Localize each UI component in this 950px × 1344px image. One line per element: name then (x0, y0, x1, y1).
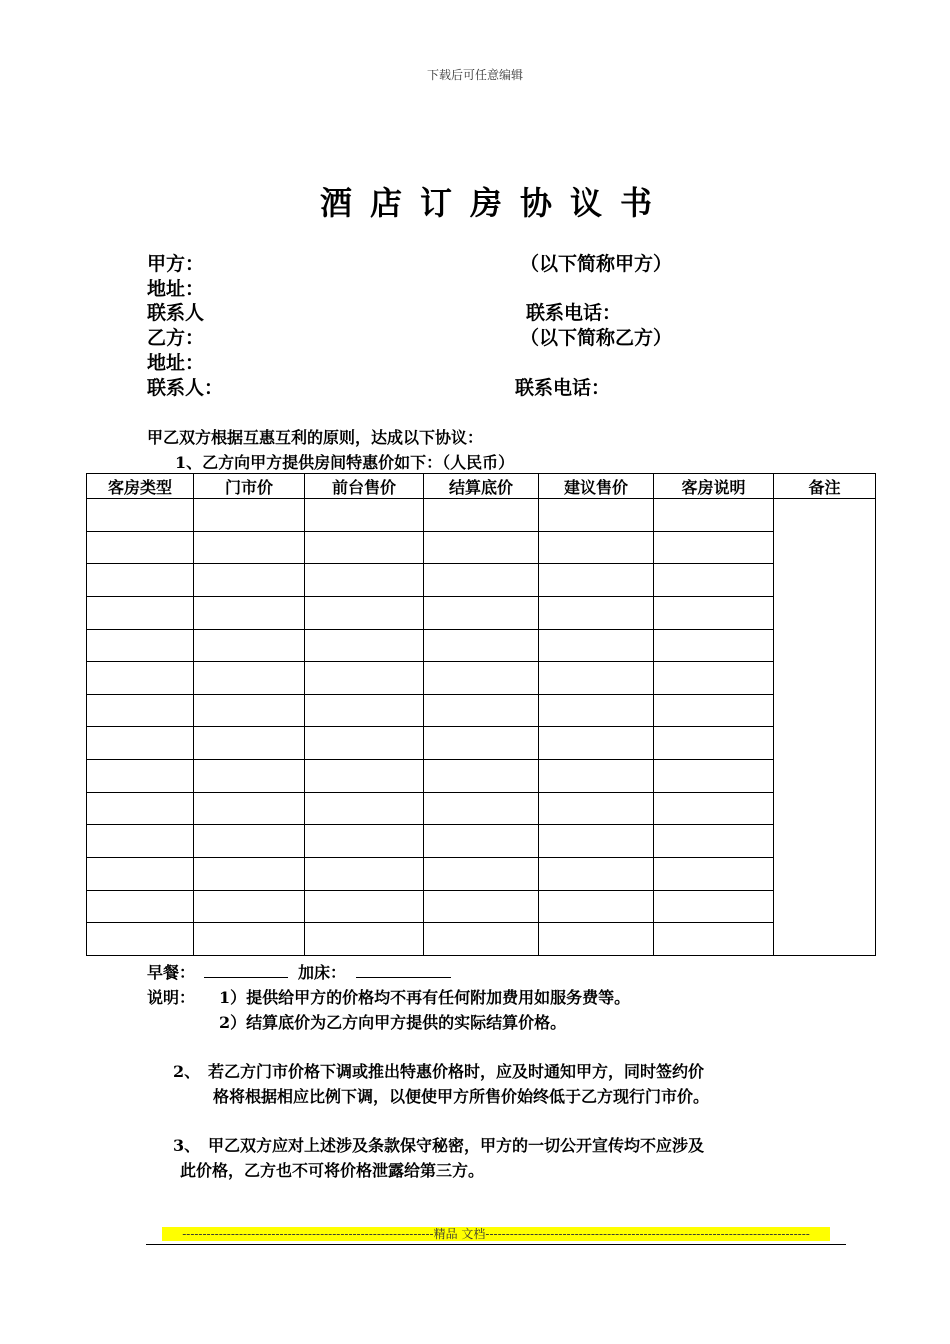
table-cell (424, 564, 539, 597)
clause-2-line-1: 若乙方门市价格下调或推出特惠价格时，应及时通知甲方，同时签约价 (208, 1062, 705, 1081)
clause-1-text: 1、乙方向甲方提供房间特惠价如下：（人民币） (175, 453, 515, 472)
table-cell (87, 596, 194, 629)
table-cell (654, 858, 774, 891)
party-b-phone-label: 联系电话： (515, 377, 611, 399)
table-cell (424, 694, 539, 727)
party-a-alias: （以下简称甲方） (520, 253, 673, 275)
table-row (87, 727, 876, 760)
table-cell (87, 564, 194, 597)
table-row (87, 499, 876, 532)
clause-3-number: 3、 (173, 1136, 201, 1155)
table-cell (305, 923, 424, 956)
table-row (87, 662, 876, 695)
breakfast-label: 早餐： (147, 963, 196, 982)
table-cell (305, 825, 424, 858)
table-cell (305, 760, 424, 793)
table-cell (305, 662, 424, 695)
table-cell (424, 825, 539, 858)
table-cell (194, 662, 305, 695)
table-cell (87, 890, 194, 923)
table-cell (194, 727, 305, 760)
table-cell (654, 662, 774, 695)
table-cell (539, 499, 654, 532)
header-room-description: 客房说明 (654, 474, 774, 499)
table-cell (539, 825, 654, 858)
header-rack-rate: 门市价 (194, 474, 305, 499)
table-cell (194, 890, 305, 923)
table-cell (305, 564, 424, 597)
header-note: 下载后可任意编辑 (426, 68, 523, 82)
party-a-contact-label: 联系人 (147, 302, 205, 324)
table-cell (654, 531, 774, 564)
party-b-contact-label: 联系人： (147, 377, 224, 399)
table-cell (654, 727, 774, 760)
document-title: 酒店订房协议书 (319, 184, 670, 222)
table-cell (305, 596, 424, 629)
room-rate-table (86, 473, 876, 956)
table-cell (654, 694, 774, 727)
table-cell (194, 858, 305, 891)
table-cell (305, 531, 424, 564)
header-room-type: 客房类型 (87, 474, 194, 499)
table-cell (654, 760, 774, 793)
table-cell (194, 531, 305, 564)
table-cell (424, 923, 539, 956)
header-settlement-price: 结算底价 (424, 474, 539, 499)
party-a-address-label: 地址： (147, 278, 205, 300)
footer-dashes-right: -------------------------------------------------------------------------------- (485, 1227, 810, 1241)
table-cell (654, 596, 774, 629)
table-cell (424, 727, 539, 760)
table-cell (87, 858, 194, 891)
table-cell (654, 923, 774, 956)
table-row (87, 858, 876, 891)
table-cell (539, 890, 654, 923)
header-remarks: 备注 (774, 474, 876, 499)
table-cell (87, 531, 194, 564)
table-cell (539, 727, 654, 760)
table-cell (305, 499, 424, 532)
footer-center-text: 精品 文档 (433, 1227, 486, 1241)
table-cell (539, 923, 654, 956)
note-2: 2）结算底价为乙方向甲方提供的实际结算价格。 (219, 1013, 567, 1032)
table-cell (539, 564, 654, 597)
remarks-cell (774, 499, 876, 956)
table-cell (424, 662, 539, 695)
party-b-label: 乙方： (147, 327, 205, 349)
table-cell (87, 727, 194, 760)
table-cell (305, 890, 424, 923)
table-cell (539, 629, 654, 662)
clause-2-line-2: 格将根据相应比例下调，以便使甲方所售价始终低于乙方现行门市价。 (213, 1087, 710, 1106)
table-cell (87, 760, 194, 793)
table-cell (87, 923, 194, 956)
extra-bed-blank (356, 977, 451, 978)
table-row (87, 564, 876, 597)
table-cell (305, 629, 424, 662)
party-b-address-label: 地址： (147, 352, 205, 374)
table-cell (87, 694, 194, 727)
table-cell (194, 629, 305, 662)
party-a-phone-label: 联系电话： (526, 302, 622, 324)
table-cell (194, 499, 305, 532)
table-cell (654, 499, 774, 532)
table-cell (654, 792, 774, 825)
table-cell (654, 825, 774, 858)
table-cell (194, 596, 305, 629)
table-row (87, 825, 876, 858)
table-row (87, 531, 876, 564)
table-cell (654, 564, 774, 597)
table-row (87, 923, 876, 956)
notes-label: 说明： (147, 988, 196, 1007)
table-cell (305, 727, 424, 760)
table-cell (424, 629, 539, 662)
table-cell (539, 792, 654, 825)
table-row (87, 694, 876, 727)
table-cell (305, 792, 424, 825)
table-cell (194, 694, 305, 727)
table-cell (424, 858, 539, 891)
table-cell (87, 662, 194, 695)
clause-3-line-1: 甲乙双方应对上述涉及条款保守秘密，甲方的一切公开宣传均不应涉及 (208, 1136, 705, 1155)
table-cell (424, 499, 539, 532)
note-1: 1）提供给甲方的价格均不再有任何附加费用如服务费等。 (219, 988, 631, 1007)
footer-divider (146, 1244, 846, 1245)
footer-banner (162, 1227, 830, 1241)
table-cell (539, 858, 654, 891)
intro-text: 甲乙双方根据互惠互利的原则，达成以下协议： (147, 428, 484, 447)
table-cell (194, 760, 305, 793)
table-row (87, 792, 876, 825)
footer-dashes-left: -------------------------------------------------------------- (182, 1227, 434, 1241)
table-cell (424, 596, 539, 629)
table-cell (194, 923, 305, 956)
table-cell (305, 858, 424, 891)
party-b-alias: （以下简称乙方） (520, 327, 673, 349)
table-row (87, 760, 876, 793)
extra-bed-label: 加床： (298, 963, 347, 982)
table-row (87, 629, 876, 662)
table-cell (424, 531, 539, 564)
table-cell (539, 531, 654, 564)
table-header-row (87, 474, 876, 499)
table-cell (539, 596, 654, 629)
header-front-desk-price: 前台售价 (305, 474, 424, 499)
table-cell (424, 890, 539, 923)
table-cell (654, 890, 774, 923)
party-a-label: 甲方： (147, 253, 205, 275)
table-cell (424, 760, 539, 793)
table-cell (424, 792, 539, 825)
table-cell (539, 662, 654, 695)
breakfast-blank (204, 977, 288, 978)
table-cell (194, 564, 305, 597)
clause-2-number: 2、 (173, 1062, 201, 1081)
table-cell (87, 499, 194, 532)
header-suggested-price: 建议售价 (539, 474, 654, 499)
table-cell (194, 825, 305, 858)
table-cell (305, 694, 424, 727)
table-cell (87, 792, 194, 825)
table-cell (194, 792, 305, 825)
table-cell (654, 629, 774, 662)
table-cell (87, 629, 194, 662)
clause-3-line-2: 此价格，乙方也不可将价格泄露给第三方。 (180, 1161, 485, 1180)
table-cell (539, 760, 654, 793)
table-row (87, 890, 876, 923)
table-cell (539, 694, 654, 727)
table-row (87, 596, 876, 629)
table-cell (87, 825, 194, 858)
